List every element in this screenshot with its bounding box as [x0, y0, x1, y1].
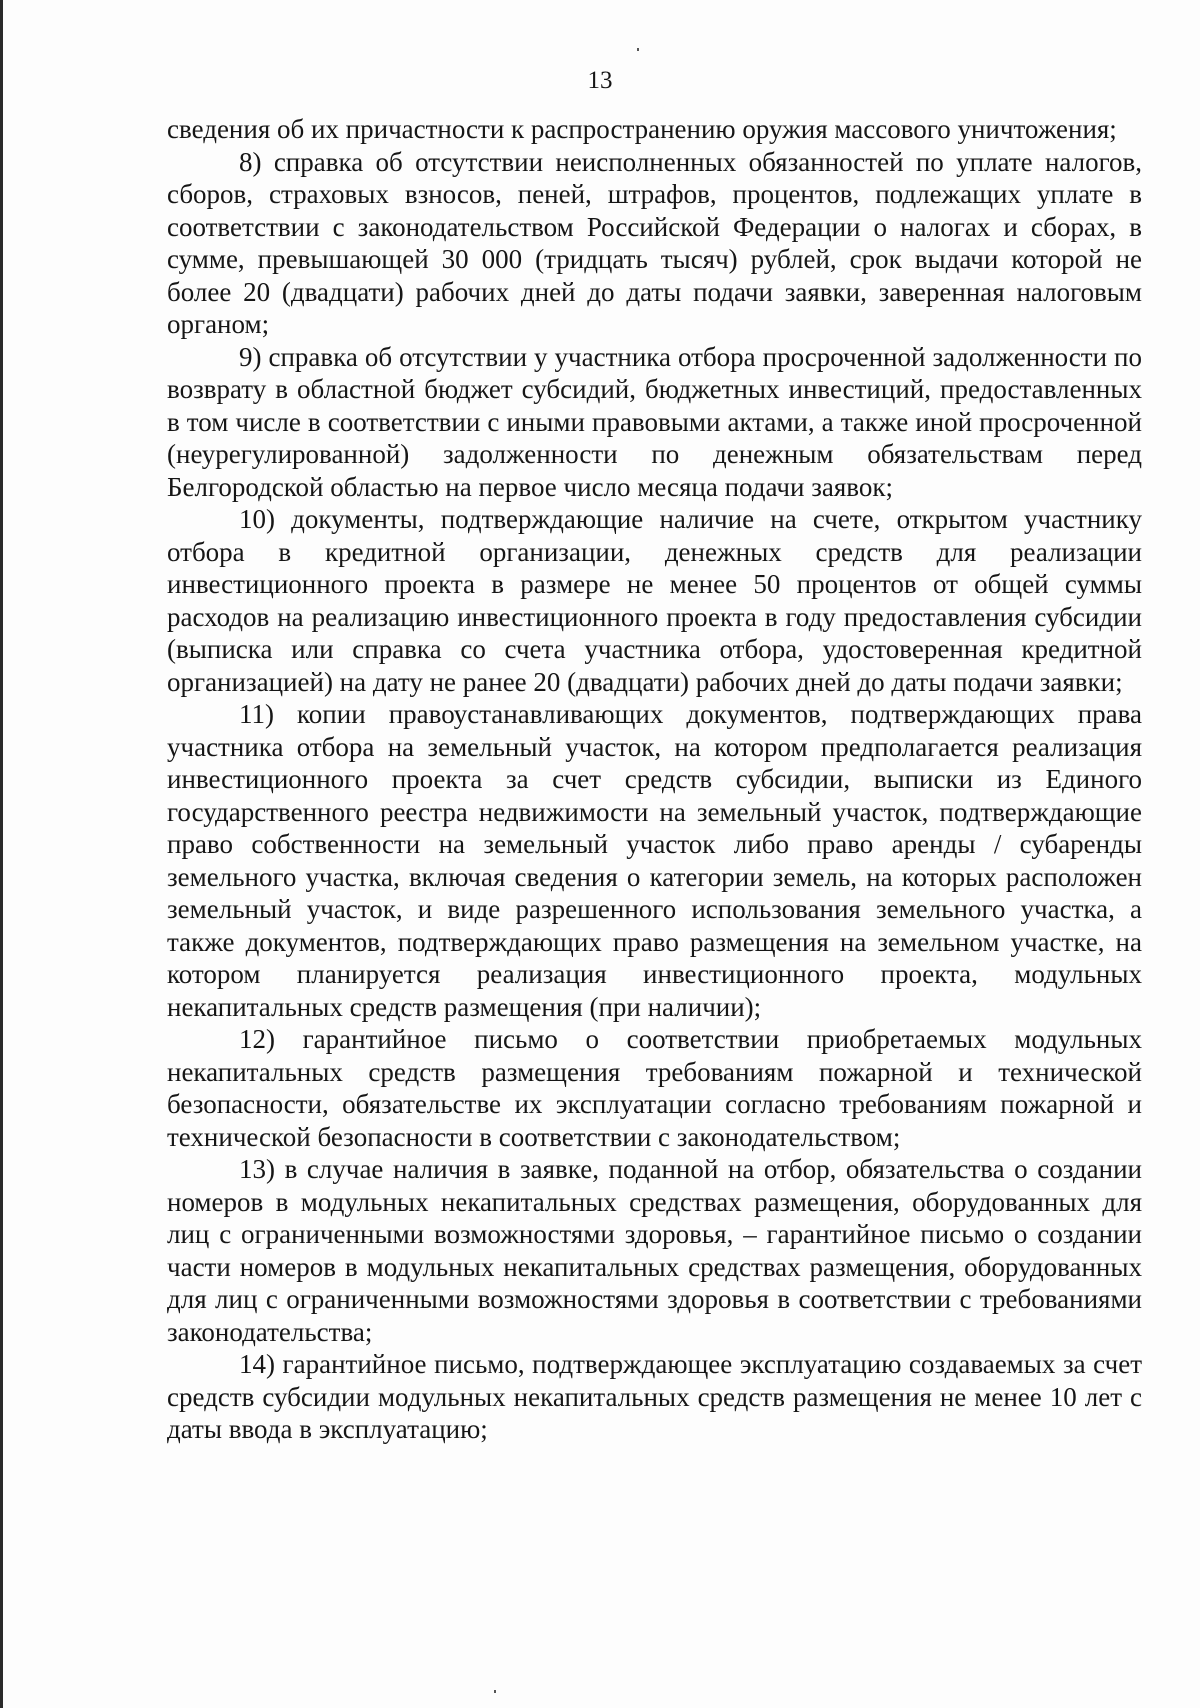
scan-edge-shadow — [0, 0, 3, 1708]
page-number: 13 — [587, 67, 613, 94]
paragraph-item-11: 11) копии правоустанавливающих документов, подтверждающих права участника отбора на земельный участок, на котором предполагается реализация инвестиционного проекта за счет средств субсидии, выписки из Единого государственного реестра недвижимости на земельный участок, подтверждающие право собственности на земельный участок либо право аренды / субаренды земельного участка, включая сведения о категории земель, на которых расположен земельный участок, и виде разрешенного использования земельного участка, а также документов, подтверждающих право размещения на земельном участке, на котором планируется реализация инвестиционного проекта, модульных некапитальных средств размещения (при наличии); — [167, 699, 1142, 1022]
paragraph-item-14: 14) гарантийное письмо, подтверждающее эксплуатацию создаваемых за счет средств субсидии модульных некапитальных средств размещения не менее 10 лет с даты ввода в эксплуатацию; — [167, 1349, 1142, 1444]
paragraph-item-9: 9) справка об отсутствии у участника отбора просроченной задолженности по возврату в областной бюджет субсидий, бюджетных инвестиций, предоставленных в том числе в соответствии с иными правовыми актами, а также иной просроченной (неурегулированной) задолженности по денежным обязательствам перед Белгородской областью на первое число месяца подачи заявок; — [167, 341, 1142, 502]
paragraph-item-8: 8) справка об отсутствии неисполненных обязанностей по уплате налогов, сборов, страховых взносов, пеней, штрафов, процентов, подлежащих уплате в соответствии с законодательством Российской Федерации о налогах и сборах, в сумме, превышающей 30 000 (тридцать тысяч) рублей, срок выдачи которой не более 20 (двадцати) рабочих дней до даты подачи заявки, заверенная налоговым органом; — [167, 146, 1142, 339]
paragraph-continuation: сведения об их причастности к распространению оружия массового уничтожения; — [167, 114, 1117, 144]
paragraph-item-13: 13) в случае наличия в заявке, поданной на отбор, обязательства о создании номеров в модульных некапитальных средствах размещения, оборудованных для лиц с ограниченными возможностями здоровья, – гарантийное письмо о создании части номеров в модульных некапитальных средствах размещения, оборудованных для лиц с ограниченными возможностями здоровья в соответствии с требованиями законодательства; — [167, 1154, 1142, 1347]
paragraph-item-12: 12) гарантийное письмо о соответствии приобретаемых модульных некапитальных средств размещения требованиям пожарной и технической безопасности, обязательстве их эксплуатации согласно требованиям пожарной и технической безопасности в соответствии с законодательством; — [167, 1024, 1142, 1152]
paragraph-item-10: 10) документы, подтверждающие наличие на счете, открытом участнику отбора в кредитной организации, денежных средств для реализации инвестиционного проекта в размере не менее 50 процентов от общей суммы расходов на реализацию инвестиционного проекта в году предоставления субсидии (выписка или справка со счета участника отбора, удостоверенная кредитной организацией) на дату не ранее 20 (двадцати) рабочих дней до даты подачи заявки; — [167, 504, 1142, 697]
scan-speck — [494, 1690, 496, 1693]
document-body — [167, 113, 1142, 1446]
scan-speck — [637, 48, 639, 51]
